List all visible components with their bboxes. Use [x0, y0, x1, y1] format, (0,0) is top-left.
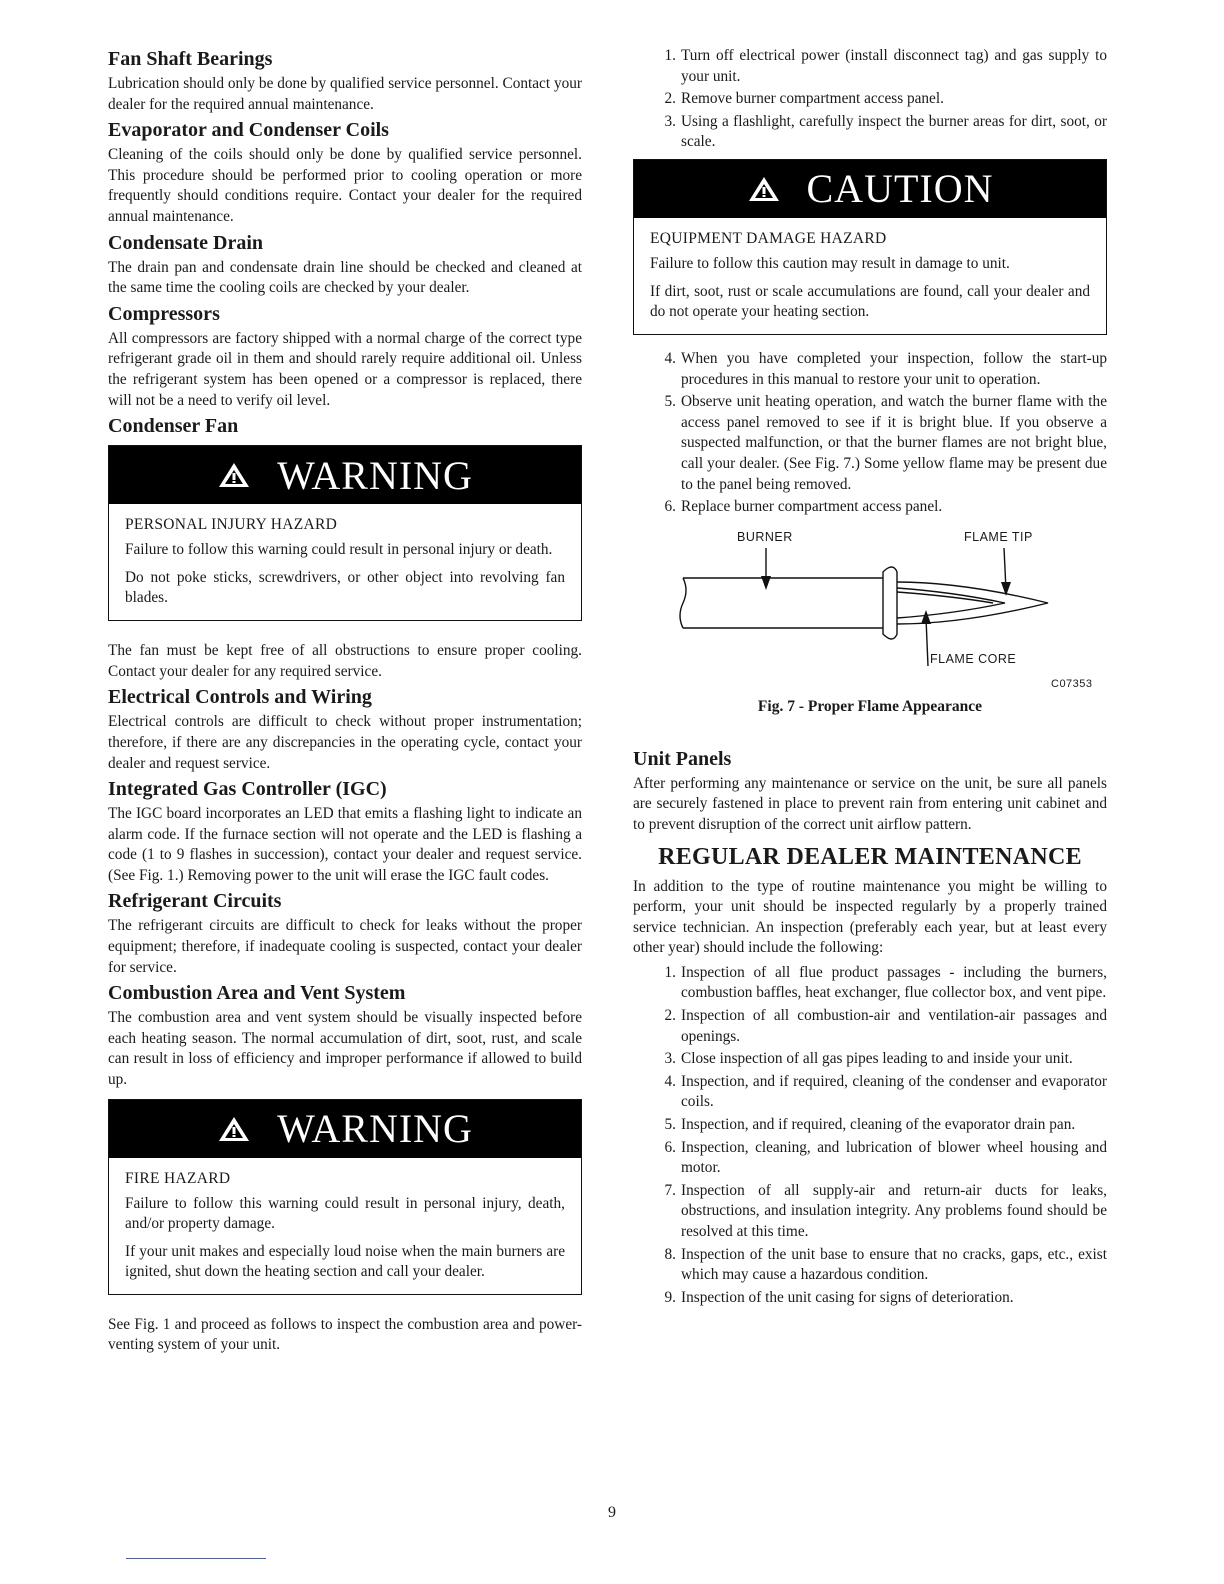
caution-title: CAUTION: [806, 166, 994, 212]
burner-flame-diagram: [633, 520, 1107, 720]
caution-text: Failure to follow this caution may result in damage to unit.: [650, 254, 1010, 272]
igc-text: The IGC board incorporates an LED that emits a flashing light to indicate an alarm code. If the furnace section will not operate and the LED is flashing a code (1 to 9 flashes in succession), contact your dealer and request service. (See Fig. 1.) Removing power to the unit will erase the IGC fault codes.: [108, 805, 582, 884]
warning-text: If your unit makes and especially loud noise when the main burners are ignited, shut down the heating section and call your dealer.: [125, 1242, 565, 1280]
steps-list-b: [633, 349, 1107, 518]
compressors-heading: Compressors: [108, 302, 220, 325]
list-item: 1. Turn off electrical power (install disconnect tag) and gas supply to your unit.: [664, 47, 1107, 85]
hazard-label: EQUIPMENT DAMAGE HAZARD: [650, 229, 887, 247]
warning-title: WARNING: [277, 452, 473, 498]
list-item: 9. Inspection of the unit casing for signs of deterioration.: [664, 1288, 1014, 1306]
fan-shaft-text: Lubrication should only be done by qualified service personnel. Contact your dealer for the required annual maintenance.: [108, 75, 582, 113]
combustion-text: The combustion area and vent system should be visually inspected before each heating season. The normal accumulation of dirt, soot, rust, and scale can result in loss of efficiency and improper performance if allowed to build up.: [108, 1009, 582, 1089]
see-fig-text: See Fig. 1 and proceed as follows to inspect the combustion area and power-venting system of your unit.: [108, 1315, 582, 1354]
fan-shaft-heading: Fan Shaft Bearings: [108, 48, 273, 70]
combustion-heading: Combustion Area and Vent System: [108, 982, 406, 1005]
caution-box: [633, 159, 1107, 335]
warning-triangle-icon: [747, 175, 781, 203]
caution-header: [634, 160, 1106, 218]
steps-list-a: [633, 46, 1107, 153]
flame-figure: [633, 520, 1107, 720]
list-item: 1. Inspection of all flue product passages - including the burners, combustion baffles, heat exchanger, flue collector box, and vent pipe.: [664, 963, 1107, 1002]
hazard-label: FIRE HAZARD: [125, 1169, 231, 1187]
dealer-maintenance-heading: REGULAR DEALER MAINTENANCE: [658, 843, 1082, 870]
page-number: 9: [608, 1504, 616, 1521]
condenser-fan-heading: Condenser Fan: [108, 415, 239, 438]
warning-header: [109, 1100, 581, 1158]
warning-text: Do not poke sticks, screwdrivers, or other object into revolving fan blades.: [125, 569, 565, 607]
figure-caption: Fig. 7 - Proper Flame Appearance: [757, 697, 983, 715]
warning-box-injury: [108, 445, 582, 621]
warning-text: Failure to follow this warning could result in personal injury, death, and/or property damage.: [125, 1194, 565, 1232]
compressors-text: All compressors are factory shipped with a normal charge of the correct type refrigerant grade oil in them and should rarely require additional oil. Unless the refrigerant system has been opened or a compressor is replaced, there will not be a need to verify oil level.: [108, 329, 582, 409]
list-item: 5. Inspection, and if required, cleaning of the evaporator drain pan.: [664, 1116, 1076, 1134]
caution-text: If dirt, soot, rust or scale accumulations are found, call your dealer and do not operate your heating section.: [650, 282, 1090, 320]
list-item: 4. Inspection, and if required, cleaning of the condenser and evaporator coils.: [664, 1072, 1107, 1111]
refrigerant-text: The refrigerant circuits are difficult to check for leaks without the proper equipment; therefore, if inadequate cooling is suspected, contact your dealer for service.: [108, 917, 582, 976]
refrigerant-heading: Refrigerant Circuits: [108, 890, 282, 913]
right-column: [633, 46, 1107, 1310]
unit-panels-heading: Unit Panels: [633, 747, 732, 770]
list-item: 4. When you have completed your inspection, follow the start-up procedures in this manual to restore your unit to operation.: [664, 349, 1107, 388]
fan-text: The fan must be kept free of all obstructions to ensure proper cooling. Contact your dealer for any required service.: [108, 642, 582, 680]
list-item: 7. Inspection of all supply-air and return-air ducts for leaks, obstructions, and insulation integrity. Any problems found should be resolved at this time.: [664, 1181, 1107, 1240]
footer-link-underline: [126, 1558, 266, 1559]
burner-label: BURNER: [737, 529, 793, 544]
coils-text: Cleaning of the coils should only be done by qualified service personnel. This procedure should be performed prior to cooling operation or more frequently should conditions require. Contact your dealer for the required annual maintenance.: [108, 146, 582, 225]
dealer-maintenance-text: In addition to the type of routine maintenance you might be willing to perform, your unit should be inspected regularly by a properly trained service technician. An inspection (preferably each year, but at least every other year) should include the following:: [633, 877, 1107, 957]
flame-tip-label: FLAME TIP: [964, 529, 1033, 544]
figure-code: C07353: [1051, 677, 1093, 690]
electrical-text: Electrical controls are difficult to check without proper instrumentation; therefore, if there are any discrepancies in the operating cycle, contact your dealer and request service.: [108, 713, 582, 772]
list-item: 6. Replace burner compartment access panel.: [664, 498, 943, 516]
warning-box-fire: [108, 1099, 582, 1295]
list-item: 6. Inspection, cleaning, and lubrication of blower wheel housing and motor.: [664, 1138, 1107, 1177]
list-item: 2. Inspection of all combustion-air and ventilation-air passages and openings.: [664, 1007, 1107, 1045]
list-item: 3. Using a flashlight, carefully inspect the burner areas for dirt, soot, or scale.: [664, 112, 1107, 151]
drain-text: The drain pan and condensate drain line should be checked and cleaned at the same time the cooling coils are checked by your dealer.: [108, 258, 582, 297]
unit-panels-text: After performing any maintenance or service on the unit, be sure all panels are securely fastened in place to prevent rain from entering unit cabinet and to prevent disruption of the correct unit airflow pattern.: [633, 774, 1107, 833]
flame-core-label: FLAME CORE: [930, 651, 1017, 666]
steps-list-c: [633, 963, 1107, 1309]
list-item: 5. Observe unit heating operation, and watch the burner flame with the access panel removed to see if it is bright blue. If you observe a suspected malfunction, or that the burner flames are not bright blue, call your dealer. (See Fig. 7.) Some yellow flame may be present due to the panel being removed.: [664, 393, 1107, 493]
electrical-heading: Electrical Controls and Wiring: [108, 686, 372, 709]
coils-heading: Evaporator and Condenser Coils: [108, 119, 389, 142]
igc-heading: Integrated Gas Controller (IGC): [108, 778, 387, 801]
left-column: [108, 46, 582, 1360]
warning-triangle-icon: [217, 1115, 251, 1143]
hazard-label: PERSONAL INJURY HAZARD: [125, 516, 338, 534]
warning-header: [109, 446, 581, 504]
list-item: 2. Remove burner compartment access panel.: [664, 90, 944, 108]
list-item: 3. Close inspection of all gas pipes leading to and inside your unit.: [664, 1050, 1073, 1068]
warning-title: WARNING: [277, 1106, 473, 1152]
warning-triangle-icon: [217, 461, 251, 489]
list-item: 8. Inspection of the unit base to ensure that no cracks, gaps, etc., exist which may cause a hazardous condition.: [664, 1245, 1107, 1284]
drain-heading: Condensate Drain: [108, 231, 264, 254]
warning-text: Failure to follow this warning could result in personal injury or death.: [125, 541, 553, 559]
